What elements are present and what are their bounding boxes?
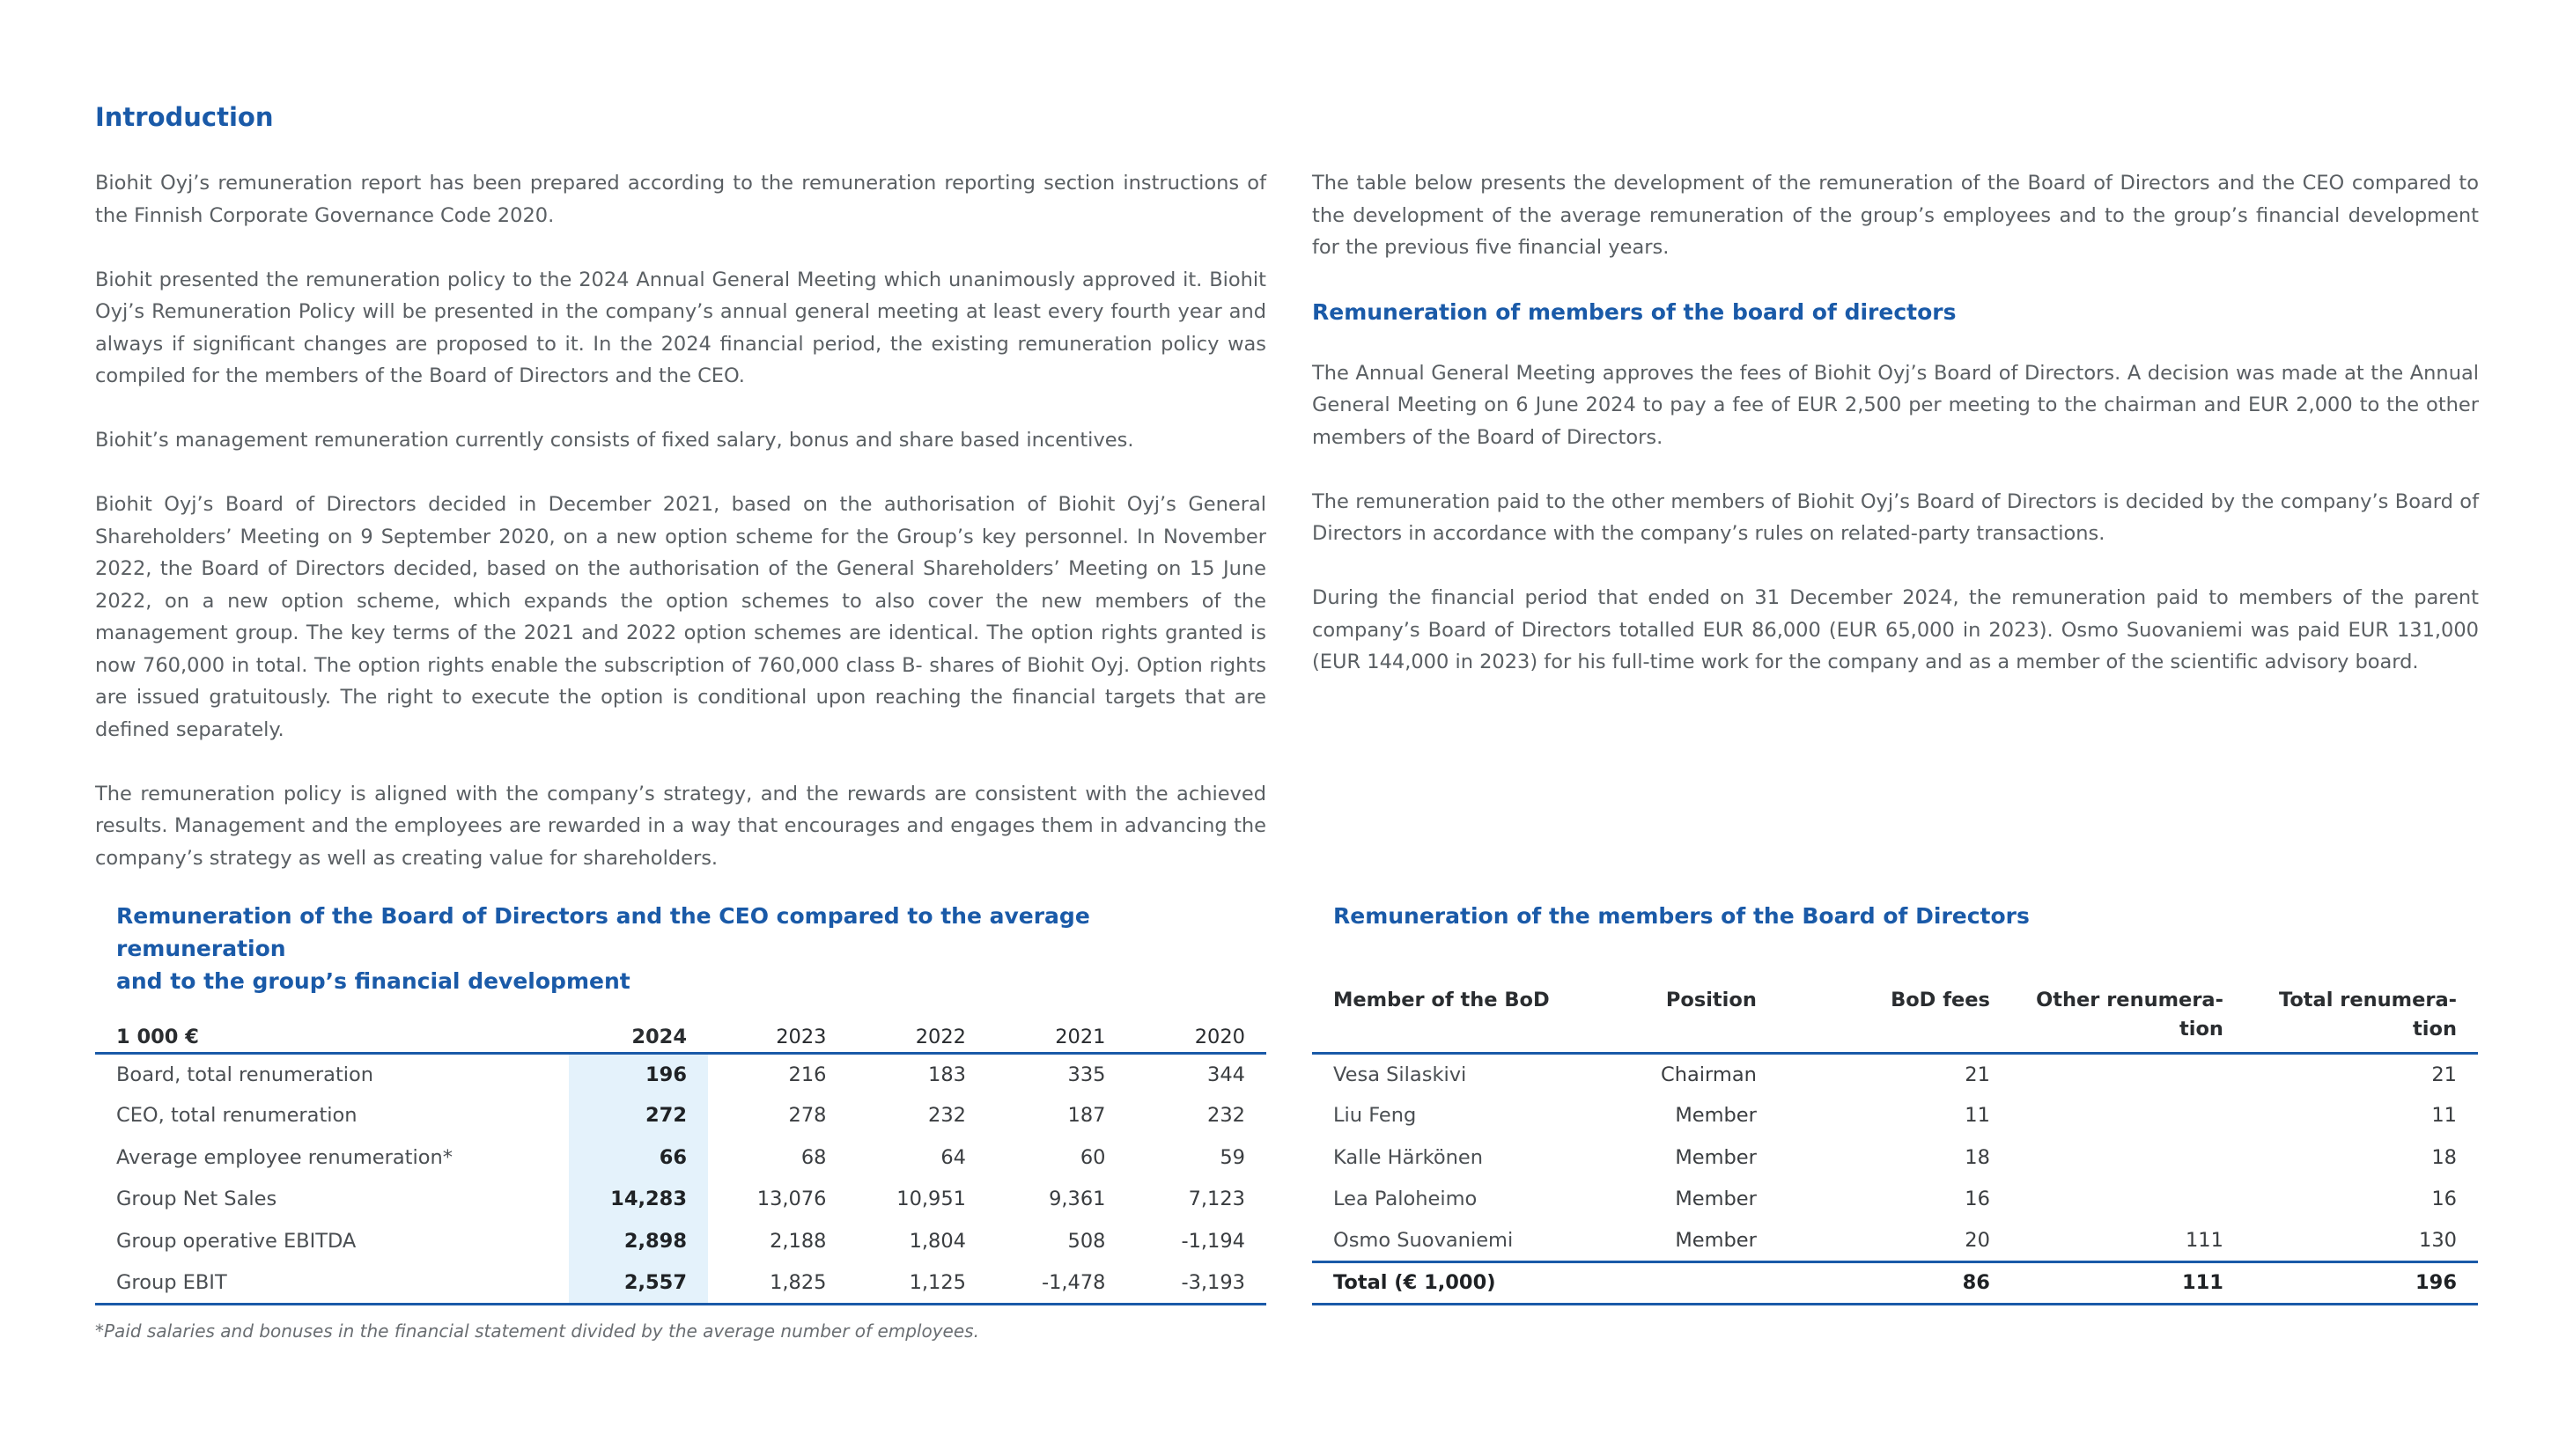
column-header-bod-fees: BoD fees [1778,975,2011,1053]
cell-2023: 278 [788,1104,827,1128]
header-line: Other renumera- [2036,989,2223,1011]
remuneration-comparison-title [116,900,1226,997]
table-row [1312,1179,2478,1221]
total-remuneration: 196 [2245,1262,2478,1305]
table-row [1312,1053,2478,1095]
intro-paragraph: The remuneration policy is aligned with the company’s strategy, and the rewards are consistent with the achieved results. Management and the employees are rewarded in a way that encourages and engages them in advancing the company’s strategy as well as creating value for shareholders. [95,782,1266,870]
row-label: Board, total renumeration [116,1063,374,1086]
table-row [95,1262,1266,1305]
member-total-remuneration: 11 [2431,1104,2457,1128]
total-bod-fees: 86 [1778,1262,2011,1305]
intro-paragraph: Biohit Oyj’s Board of Directors decided in December 2021, based on the authorisation of Biohit Oyj’s General Shareholders’ Meeting on 9 September 2020, on a new option scheme for the Group’s key personnel. In November 2022, the Board of Directors decided, based on the authorisation of the General Shareholders’ Meeting on 15 June 2022, on a new option scheme, which expands the option schemes to also cover the new members of the management group. The key terms of the 2021 and 2022 option schemes are identical. The option rights granted is now 760,000 in total. The option rights enable the subscription of 760,000 class B- shares of Biohit Oyj. Option rights are issued gratuitously. The right to execute the option is conditional upon reaching the financial targets that are defined separately. [95,493,1266,741]
cell-2020: -1,194 [1181,1229,1245,1253]
total-label: Total (€ 1,000) [1312,1262,1636,1305]
column-header-2022: 2022 [848,1011,988,1053]
header-line: Total renumera- [2278,989,2457,1011]
intro-paragraph: Biohit’s management remuneration currently consists of fixed salary, bonus and share based incentives. [95,429,1134,452]
cell-2023: 68 [800,1145,827,1169]
member-position: Member [1675,1229,1757,1252]
column-header-member: Member of the BoD [1312,975,1636,1053]
member-name: Vesa Silaskivi [1333,1063,1467,1086]
cell-2021: 508 [1067,1229,1106,1253]
member-name: Lea Paloheimo [1333,1188,1478,1211]
title-line: and to the group’s financial development [116,968,630,994]
board-paragraph: The remuneration paid to the other members of Biohit Oyj’s Board of Directors is decided by the company’s Board of Directors in accordance with the company’s rules on related-party transactions. [1312,489,2479,545]
total-other-remuneration: 111 [2011,1262,2245,1305]
cell-2024: 66 [569,1136,708,1179]
cell-2022: 232 [928,1104,966,1128]
column-header-2020: 2020 [1127,1011,1267,1053]
cell-2022: 183 [928,1063,966,1086]
member-total-remuneration: 18 [2431,1145,2457,1169]
member-position: Member [1675,1145,1757,1169]
cell-2022: 1,125 [848,1262,988,1305]
cell-2023: 13,076 [756,1188,827,1211]
cell-2021: 9,361 [1049,1188,1106,1211]
member-position: Chairman [1661,1063,1757,1086]
board-paragraph: The Annual General Meeting approves the fees of Biohit Oyj’s Board of Directors. A decision was made at the Annual General Meeting on 6 June 2024 to pay a fee of EUR 2,500 per meeting to the chairman and EUR 2,000 to the other members of the Board of Directors. [1312,361,2479,449]
column-header-unit: 1 000 € [95,1011,569,1053]
cell-2020: -3,193 [1127,1262,1267,1305]
table-row [1312,1220,2478,1262]
intro-paragraph: Biohit Oyj’s remuneration report has been prepared according to the remuneration reporting section instructions of the Finnish Corporate Governance Code 2020. [95,172,1266,227]
member-other-remuneration [2011,1095,2245,1137]
member-name: Osmo Suovaniemi [1333,1229,1514,1252]
member-bod-fees: 21 [1965,1063,1990,1086]
member-total-remuneration: 130 [2419,1229,2457,1252]
member-position: Member [1675,1104,1757,1128]
cell-2024: 14,283 [569,1179,708,1221]
cell-2021: 60 [1080,1145,1106,1169]
column-header-2021: 2021 [987,1011,1127,1053]
member-total-remuneration: 21 [2431,1063,2457,1086]
member-other-remuneration: 111 [2185,1229,2223,1252]
cell-2022: 64 [940,1145,966,1169]
table-footnote: *Paid salaries and bonuses in the financial statement divided by the average number of employees. [95,1320,979,1342]
column-header-position: Position [1636,975,1777,1053]
cell-2023: 1,825 [708,1262,848,1305]
intro-left-column [95,167,1266,907]
column-header-2024: 2024 [569,1011,708,1053]
member-bod-fees: 16 [1965,1188,1990,1211]
row-label: CEO, total renumeration [116,1104,358,1128]
board-remuneration-heading: Remuneration of members of the board of directors [1312,298,1957,325]
total-row [1312,1262,2478,1305]
table-row [1312,1136,2478,1179]
introduction-heading: Introduction [95,102,274,132]
cell-2020: 344 [1207,1063,1245,1086]
row-label: Group operative EBITDA [116,1229,357,1253]
board-members-table-title: Remuneration of the members of the Board of Directors [1333,903,2030,929]
remuneration-comparison-table [95,1011,1266,1305]
cell-2024: 2,898 [569,1220,708,1262]
cell-2024: 272 [569,1095,708,1137]
cell-2021: -1,478 [987,1262,1127,1305]
cell-2021: 187 [1067,1104,1106,1128]
header-line: tion [2179,1018,2223,1041]
row-label: Group EBIT [95,1262,569,1305]
cell-2022: 10,951 [896,1188,966,1211]
table-header-row [95,1011,1266,1053]
cell-2020: 59 [1220,1145,1245,1169]
total-position [1636,1262,1777,1305]
cell-2020: 232 [1207,1104,1245,1128]
table-row [1312,1095,2478,1137]
cell-2024: 2,557 [569,1262,708,1305]
row-label: Average employee renumeration* [116,1145,453,1169]
table-row [95,1220,1266,1262]
cell-2024: 196 [569,1053,708,1095]
member-name: Liu Feng [1333,1104,1417,1128]
intro-paragraph: Biohit presented the remuneration policy to the 2024 Annual General Meeting which unanimously approved it. Biohit Oyj’s Remuneration Policy will be presented in the company’s annual general meeting at least every fourth year and always if significant changes are proposed to it. In the 2024 financial period, the existing remuneration policy was compiled for the members of the Board of Directors and the CEO. [95,268,1266,387]
board-paragraph: During the financial period that ended on 31 December 2024, the remuneration paid to members of the parent company’s Board of Directors totalled EUR 86,000 (EUR 65,000 in 2023). Osmo Suovaniemi was paid EUR 131,000 (EUR 144,000 in 2023) for his full-time work for the company and as a member of the scientific advisory board. [1312,586,2479,673]
table-intro-paragraph: The table below presents the development of the remuneration of the Board of Directors and the CEO compared to the development of the average remuneration of the group’s employees and to the group’s financial development for the previous five financial years. [1312,172,2479,259]
member-bod-fees: 11 [1965,1104,1990,1128]
cell-2021: 335 [1067,1063,1106,1086]
column-header-other-remuneration [2011,975,2245,1053]
member-name: Kalle Härkönen [1333,1145,1483,1169]
cell-2023: 2,188 [770,1229,827,1253]
row-label: Group Net Sales [116,1188,277,1211]
header-line: tion [2413,1018,2457,1041]
board-members-table [1312,975,2478,1305]
member-bod-fees: 18 [1965,1145,1990,1169]
cell-2020: 7,123 [1188,1188,1245,1211]
intro-right-column [1312,167,2479,710]
cell-2022: 1,804 [909,1229,966,1253]
table-row [95,1136,1266,1179]
member-total-remuneration: 16 [2431,1188,2457,1211]
member-other-remuneration [2011,1053,2245,1095]
member-position: Member [1675,1188,1757,1211]
column-header-2023: 2023 [708,1011,848,1053]
member-other-remuneration [2011,1136,2245,1179]
cell-2023: 216 [788,1063,827,1086]
table-header-row [1312,975,2478,1053]
title-line: Remuneration of the Board of Directors and the CEO compared to the average remuneration [116,903,1090,961]
table-row [95,1179,1266,1221]
table-row [95,1095,1266,1137]
member-bod-fees: 20 [1965,1229,1990,1252]
column-header-total-remuneration [2245,975,2478,1053]
member-other-remuneration [2011,1179,2245,1221]
table-row [95,1053,1266,1095]
